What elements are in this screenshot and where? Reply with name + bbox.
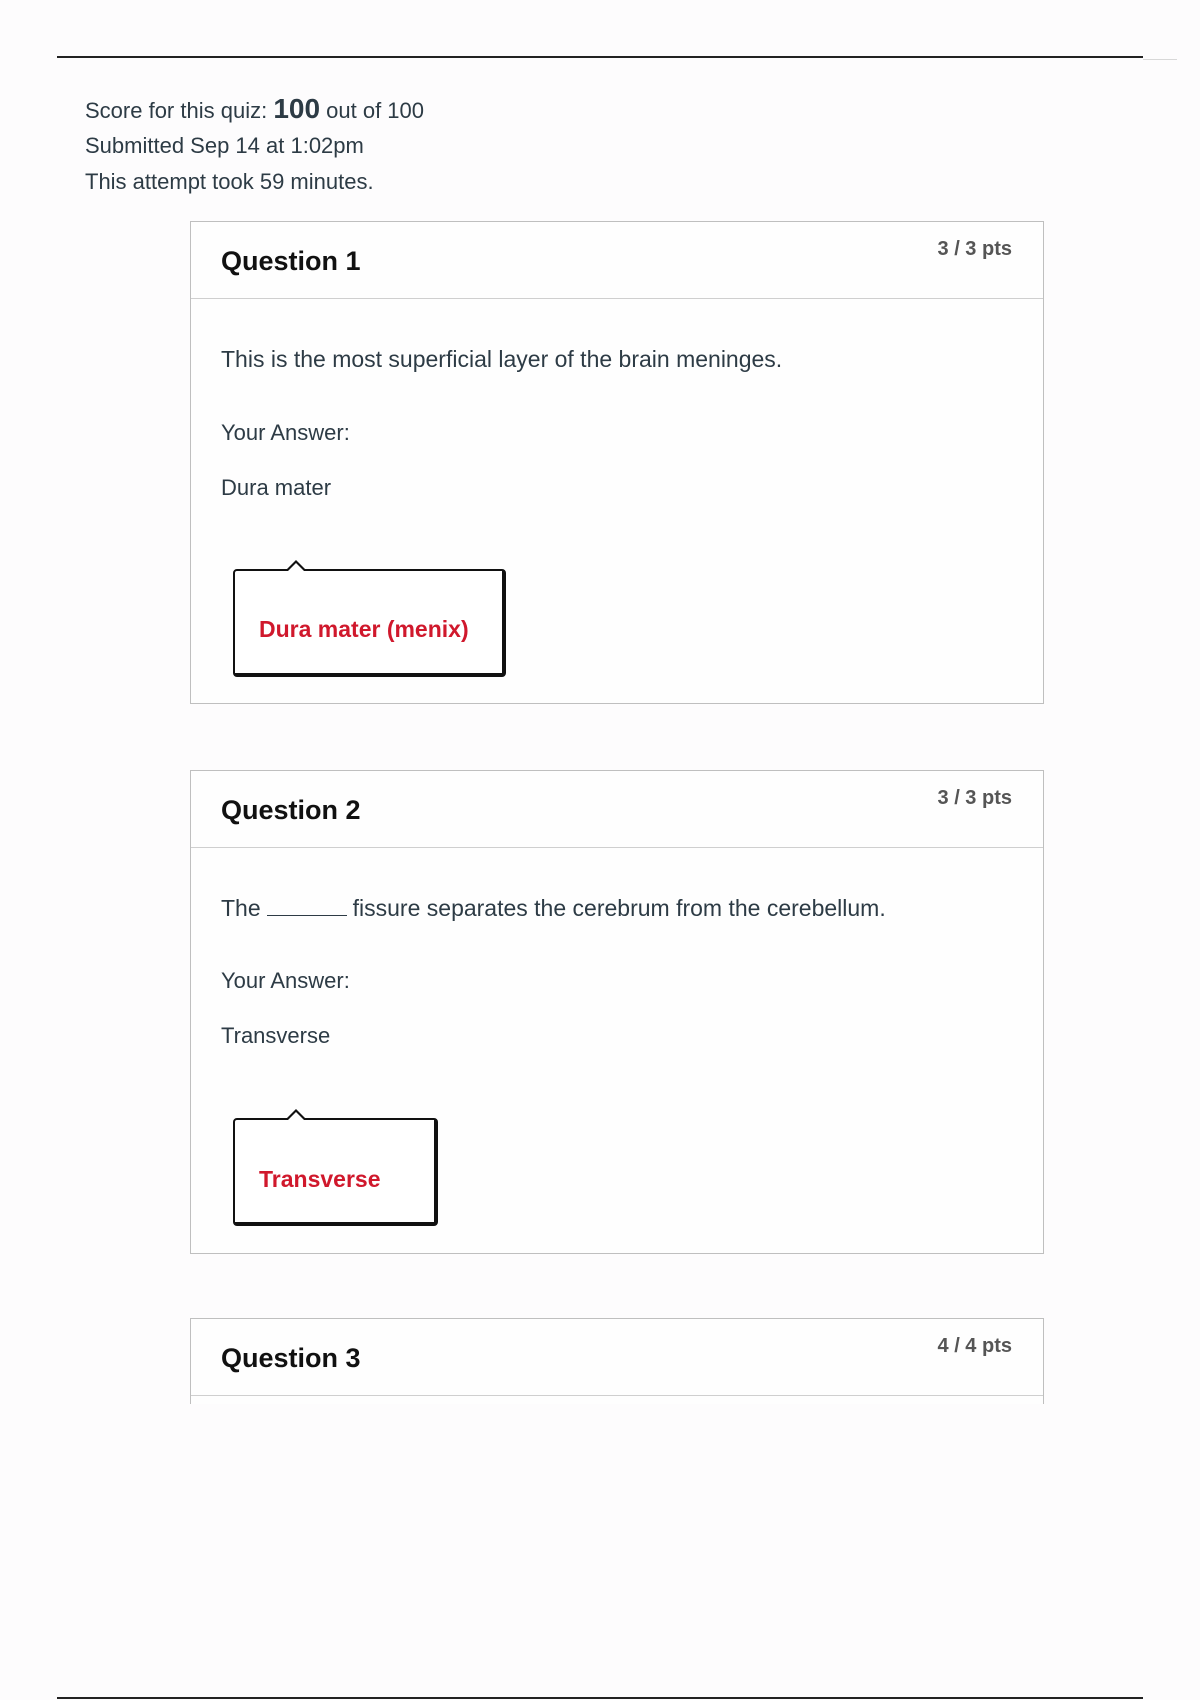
question-card-1 (190, 221, 1044, 704)
score-value: 100 (273, 93, 321, 124)
correct-answer-box (233, 569, 506, 677)
question-card-2 (190, 770, 1044, 1254)
your-answer-label: Your Answer: (221, 420, 350, 445)
score-prefix: Score for this quiz: (85, 98, 268, 123)
question-text (221, 895, 886, 922)
question-text: This is the most superficial layer of the brain meninges. (221, 346, 783, 372)
score-line (85, 90, 424, 128)
quiz-summary (85, 90, 424, 200)
correct-answer: Dura mater (menix) (259, 616, 469, 642)
question-card-3 (190, 1318, 1044, 1404)
fill-in-blank (267, 903, 347, 916)
correct-answer-box (233, 1118, 438, 1226)
question-header (191, 1319, 1043, 1396)
question-text-after: fissure separates the cerebrum from the cerebellum. (352, 895, 886, 921)
your-answer: Transverse (221, 1023, 331, 1048)
correct-answer: Transverse (259, 1166, 381, 1192)
your-answer-label: Your Answer: (221, 968, 350, 993)
top-rule (57, 56, 1143, 58)
question-points: 4 / 4 pts (937, 1335, 1012, 1357)
question-header (191, 771, 1043, 848)
question-points: 3 / 3 pts (937, 238, 1012, 260)
question-header (191, 222, 1043, 299)
submitted-time: Submitted Sep 14 at 1:02pm (85, 133, 364, 158)
top-rule-faint (1143, 59, 1177, 60)
question-title: Question 3 (221, 1343, 361, 1373)
score-suffix: out of 100 (326, 98, 425, 123)
question-points: 3 / 3 pts (937, 787, 1012, 809)
question-title: Question 1 (221, 246, 361, 276)
bottom-rule (57, 1697, 1143, 1699)
question-title: Question 2 (221, 795, 361, 825)
attempt-duration: This attempt took 59 minutes. (85, 169, 374, 194)
your-answer: Dura mater (221, 475, 332, 500)
question-text-before: The (221, 895, 261, 921)
